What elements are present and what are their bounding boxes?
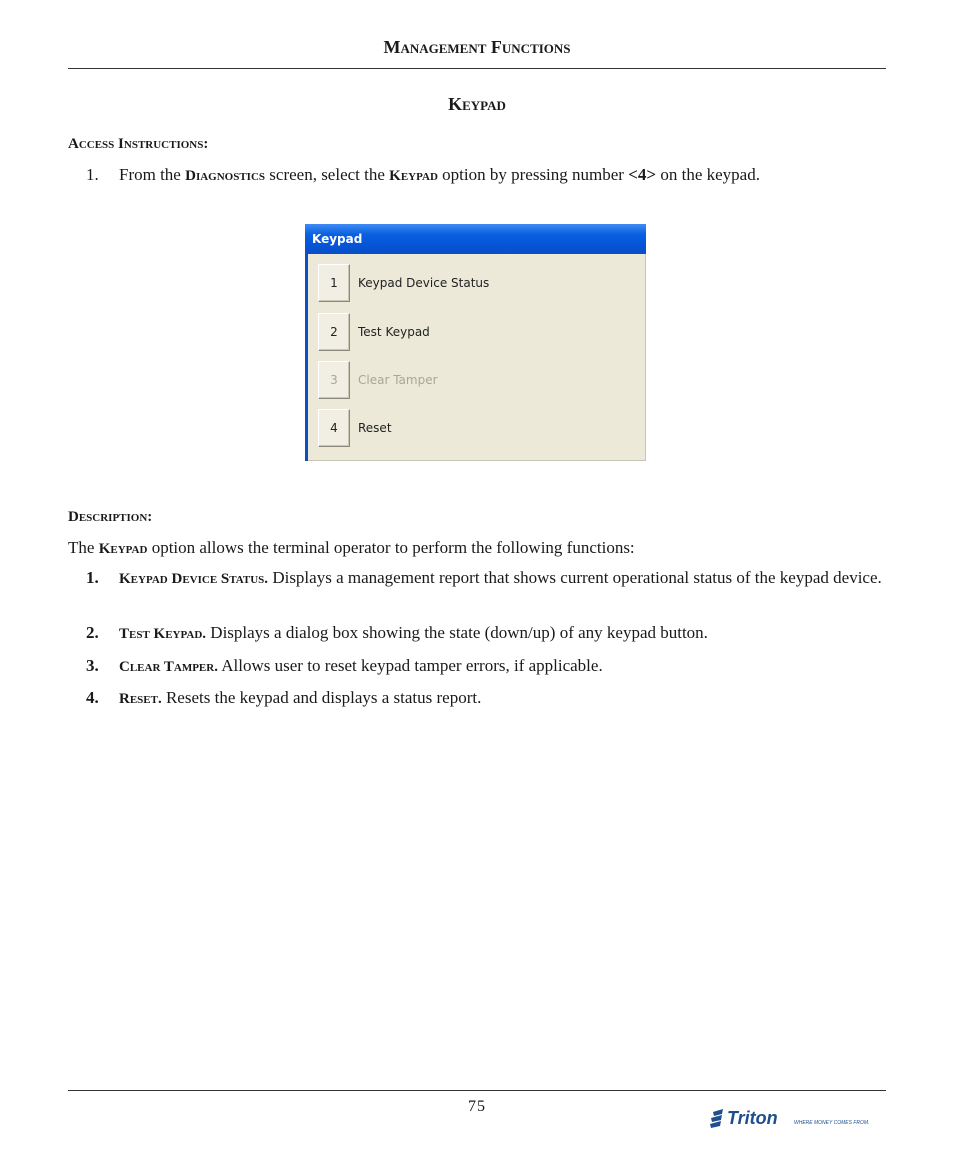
logo-brand: Triton — [727, 1108, 778, 1128]
step-text-1: From the — [119, 165, 186, 184]
item-term: Clear Tamper. — [119, 659, 218, 675]
description-heading: Description: — [68, 509, 153, 525]
option-label: Clear Tamper — [358, 373, 438, 387]
item-text: Allows user to reset keypad tamper errors, if applicable. — [217, 656, 603, 675]
option-label: Reset — [358, 421, 392, 435]
function-item-4 — [86, 686, 886, 711]
intro-text-2: option allows the terminal operator to perform the following functions: — [147, 538, 635, 557]
option-number-button: 3 — [318, 361, 350, 399]
footer-rule — [68, 1090, 886, 1091]
option-label: Keypad Device Status — [358, 276, 490, 290]
option-test-keypad[interactable] — [318, 313, 638, 351]
description-intro — [68, 538, 635, 558]
option-number-button[interactable]: 4 — [318, 409, 350, 447]
option-reset[interactable] — [318, 409, 638, 447]
item-number: 1. — [86, 568, 99, 587]
dialog-title: Keypad — [305, 224, 646, 254]
item-term: Keypad Device Status. — [119, 571, 269, 587]
step-term-diagnostics: Diagnostics — [185, 168, 266, 184]
logo-tagline: WHERE MONEY COMES FROM. — [794, 1120, 870, 1126]
step-text-4: on the keypad. — [656, 165, 760, 184]
option-number-button[interactable]: 1 — [318, 264, 350, 302]
item-term: Reset. — [119, 691, 162, 707]
item-number: 4. — [86, 688, 99, 707]
triton-logo — [710, 1106, 875, 1132]
item-term: Test Keypad. — [119, 626, 207, 642]
step-number: 1. — [86, 165, 99, 184]
step-text-3: option by pressing number — [437, 165, 629, 184]
item-text: Displays a dialog box showing the state (down/up) of any keypad button. — [206, 623, 708, 642]
intro-text-1: The — [68, 538, 99, 557]
function-item-3 — [86, 654, 886, 679]
option-label: Test Keypad — [358, 325, 430, 339]
dialog-left-border — [305, 254, 308, 461]
item-number: 3. — [86, 656, 99, 675]
item-text: Displays a management report that shows current operational status of the keypad device. — [268, 568, 882, 587]
item-number: 2. — [86, 623, 99, 642]
function-item-1 — [86, 566, 886, 591]
page-number: 75 — [468, 1098, 486, 1115]
running-head: Management Functions — [383, 37, 571, 57]
option-number-button[interactable]: 2 — [318, 313, 350, 351]
keypad-dialog-screenshot — [305, 224, 646, 461]
step-term-keypad: Keypad — [389, 168, 438, 184]
instruction-step-1 — [86, 165, 760, 185]
section-title: Keypad — [448, 94, 506, 114]
header-rule — [68, 68, 886, 69]
function-item-2 — [86, 621, 886, 646]
intro-term-keypad: Keypad — [98, 541, 148, 557]
step-text-2: screen, select the — [265, 165, 390, 184]
access-instructions-heading: Access Instructions: — [68, 136, 209, 152]
option-clear-tamper — [318, 361, 638, 399]
item-text: Resets the keypad and displays a status report. — [161, 688, 482, 707]
option-keypad-device-status[interactable] — [318, 264, 638, 302]
step-key-4: <4> — [628, 165, 657, 184]
